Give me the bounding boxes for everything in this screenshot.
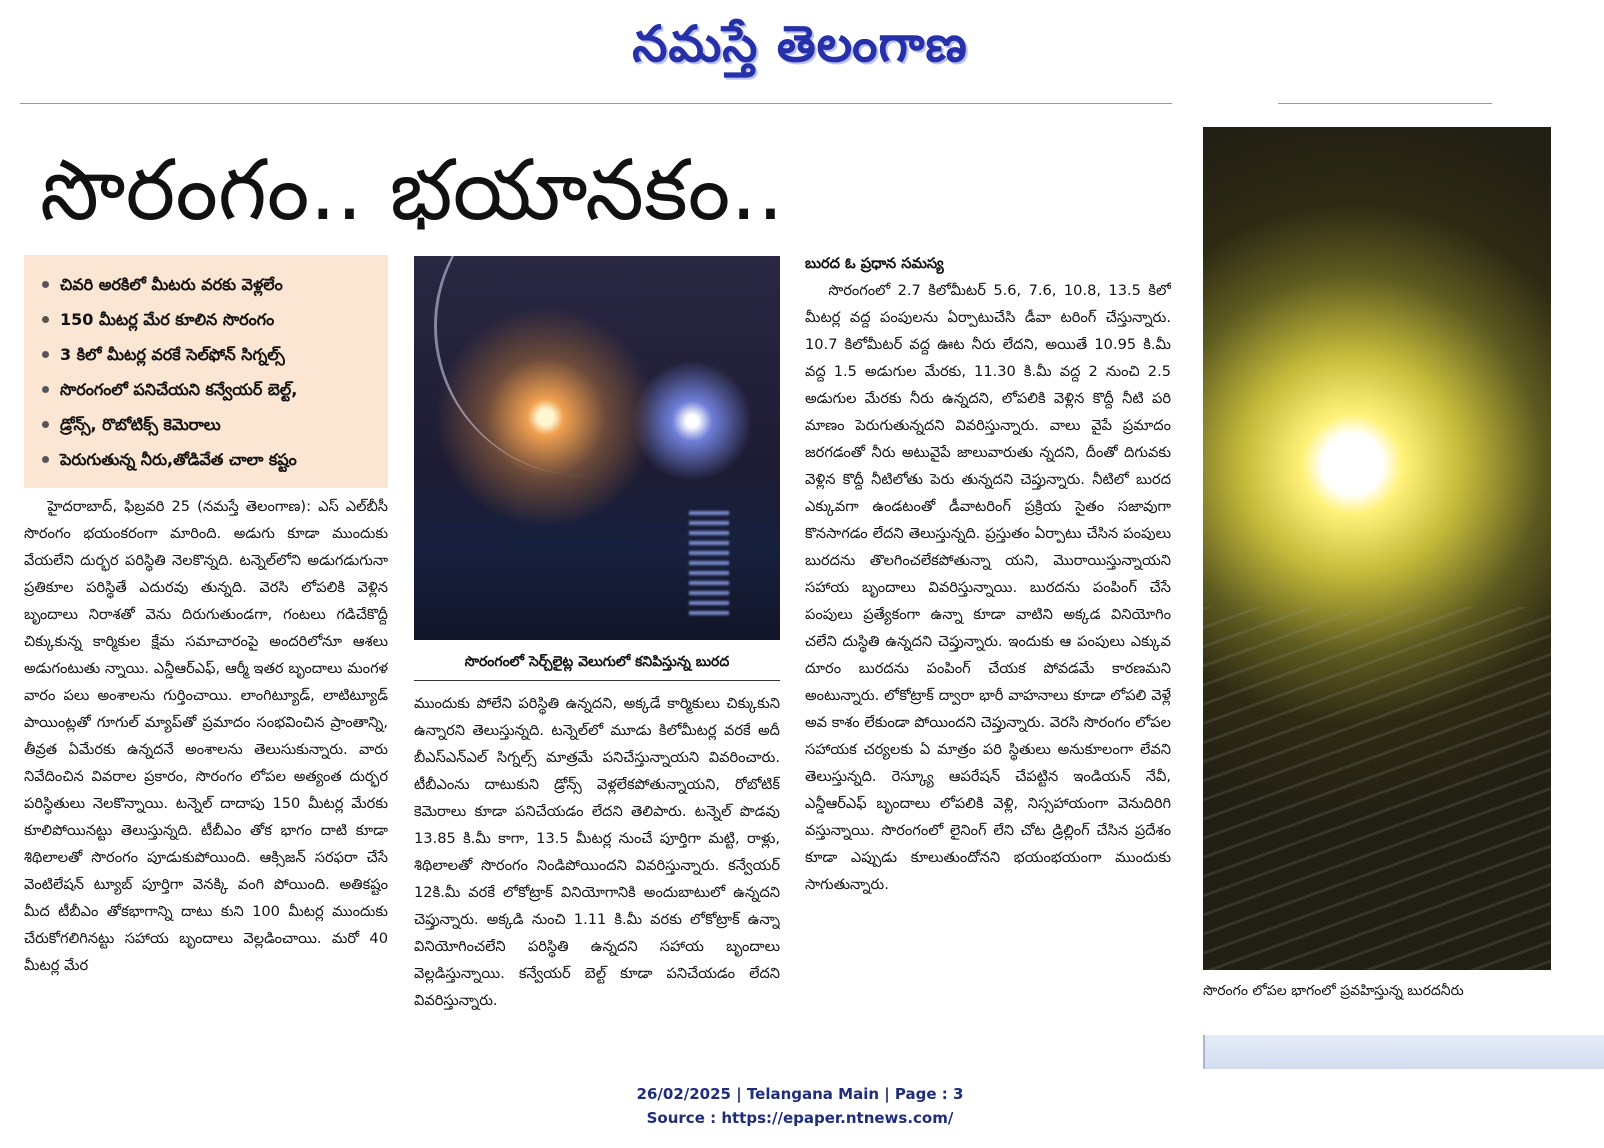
footer-source-line: Source : https://epaper.ntnews.com/ [646, 1109, 954, 1127]
photo-2-caption: సొరంగం లోపల భాగంలో ప్రవహిస్తున్న బురదనీరు [1203, 983, 1464, 999]
column-2-text: ముందుకు పోలేని పరిస్థితి ఉన్నదని, అక్కడే కార్మికులు చిక్కుకుని ఉన్నారని తెలుస్తున్నది. టన్నెల్‌లో మూడు కిలోమీటర్ల వరకే అదీ బీఎస్‌ఎన్‌ఎల్ సిగ్నల్స్ మాత్రమే పనిచేస్తున్నాయని వివరించారు. టీబీఎంను దాటుకుని డ్రోన్స్ వెళ్లలేకపోతున్నాయని, రోబోటిక్ కెమెరాలు కూడా పనిచేయడం లేదని తెలిపారు. టన్నెల్ పొడవు 13.85 కి.మీ కాగా, 13.5 మీటర్ల నుంచే పూర్తిగా మట్టి, రాళ్లు, శిథిలాలతో సొరంగం నిండిపోయిందని వివరిస్తున్నారు. కన్వేయర్ 12కి.మీ వరకే లోకోట్రాక్ వినియోగానికి అందుబాటులో ఉన్నదని చెప్తున్నారు. అక్కడి నుంచి 1.11 కి.మీ వరకు లోకోట్రాక్ ఉన్నా వినియోగించలేని పరిస్థితి ఉన్నదని సహాయ బృందాలు వెల్లడిస్తున్నాయి. కన్వేయర్ బెల్ట్ కూడా పనిచేయడం లేదని వివరిస్తున్నారు. [414, 695, 780, 1009]
photo-arc-decoration [434, 256, 737, 476]
muddy-water-tunnel-photo [1203, 127, 1551, 970]
masthead-divider [20, 103, 1172, 104]
article-column-2 [414, 690, 780, 1048]
sidebar-divider [1278, 103, 1492, 104]
highlights-list [38, 267, 376, 477]
caption-divider [414, 680, 780, 681]
article-headline: సొరంగం.. భయానకం.. [40, 141, 784, 239]
highlight-item: పెరుగుతున్న నీరు,తోడివేత చాలా కష్టం [38, 442, 376, 477]
column-3-subhead: బురద ఓ ప్రధాన సమస్య [805, 255, 944, 272]
photo-water-reflection [689, 511, 729, 621]
column-1-text: హైదరాబాద్, ఫిబ్రవరి 25 (నమస్తే తెలంగాణ): ఎస్ ఎల్‌బీసీ సొరంగం భయంకరంగా మారింది. అడుగు కూడా ముందుకు వేయలేని దుర్భర పరిస్థితి నెలకొన్నది. టన్నెల్‌లోని అడుగడుగునా ప్రతికూల పరిస్థితే ఎదురవు తున్నది. వెరసి లోపలికి వెళ్లిన బృందాలు నిరాశతో వెను దిరుగుతుండగా, గంటలు గడిచేకొద్దీ చిక్కుకున్న కార్మికుల క్షేమ సమాచారంపై అందరిలోనూ ఆశలు అడుగంటుతు న్నాయి. ఎన్డీఆర్‌ఎఫ్, ఆర్మీ ఇతర బృందాలు మంగళ వారం పలు అంశాలను గుర్తించాయి. లాంగిట్యూడ్, లాటిట్యూడ్ పాయింట్లతో గూగుల్ మ్యాప్‌తో ప్రమాదం సంభవించిన ప్రాంతాన్ని, తీవ్రత ఏమేరకు ఉన్నదనే అంశాలను తెలుసుకున్నారు. వారు నివేదించిన వివరాల ప్రకారం, సొరంగం లోపల అత్యంత దుర్భర పరిస్థితులు నెలకొన్నాయి. టన్నెల్ దాదాపు 150 మీటర్ల మేరకు కూలిపోయినట్టు తెలుస్తున్నది. టీబీఎం తోక భాగం దాటి కూడా శిథిలాలతో సొరంగం పూడుకుపోయింది. ఆక్సిజన్ సరఫరా చేసే వెంటిలేషన్ ట్యూబ్ పూర్తిగా వెనక్కి వంగి పోయింది. అతికష్టం మీద టీబీఎం తోకభాగాన్ని దాటు కుని 100 మీటర్ల ముందుకు చేరుకోగలిగినట్టు సహాయ బృందాలు వెల్లడించాయి. మరో 40 మీటర్ల మేర [24, 498, 388, 974]
article-column-1 [24, 493, 388, 1048]
highlight-item: 3 కిలో మీటర్ల వరకే సెల్‌ఫోన్ సిగ్నల్స్ [38, 337, 376, 372]
highlight-item: 150 మీటర్ల మేర కూలిన సొరంగం [38, 302, 376, 337]
adjacent-article-edge [1203, 1035, 1604, 1069]
tunnel-searchlight-photo [414, 256, 780, 640]
highlight-item: చివరి అరకిలో మీటరు వరకు వెళ్లలేం [38, 267, 376, 302]
column-3-text: సొరంగంలో 2.7 కిలోమీటర్ 5.6, 7.6, 10.8, 13.5 కిలో మీటర్ల వద్ద పంపులను ఏర్పాటుచేసి డీవా టరింగ్ చేస్తున్నారు. 10.7 కిలోమీటర్ వద్ద ఊట నీరు లేదని, అయితే 10.95 కి.మీ వద్ద 1.5 అడుగుల మేరకు, 11.30 కి.మీ వద్ద 2 నుంచి 2.5 అడుగుల మేరకు నీరు ఉన్నదని, లోపలికి వెళ్లిన కొద్దీ నీటి పరి మాణం పెరుగుతున్నదని వివరిస్తున్నారు. వాలు వైపే ప్రమాదం జరగడంతో నీరు అటువైపే జాలువారుతు న్నదని, దీంతో దిగువకు వెళ్లిన కొద్దీ నీటిలోతు పెరు తున్నదని చెప్తున్నారు. నీటిలో బురద ఎక్కువగా ఉండటంతో డీవాటరింగ్ ప్రక్రియ సైతం సజావుగా కొనసాగడం లేదని తెలుస్తున్నది. ప్రస్తుతం ఏర్పాటు చేసిన పంపులు బురదను తొలగించలేకపోతున్నా యని, మొరాయిస్తున్నాయని సహాయ బృందాలు వివరిస్తున్నాయి. బురదను పంపింగ్ చేసే పంపులు ప్రత్యేకంగా ఉన్నా కూడా వాటిని అక్కడ వినియోగిం చలేని దుస్థితి ఉన్నదని చెప్తున్నారు. ఇందుకు ఆ పంపులు ఎక్కువ దూరం బురదను పంపింగ్ చేయక పోవడమే కారణమని అంటున్నారు. లోకోట్రాక్ ద్వారా భారీ వాహనాలు కూడా లోపలి వెళ్లే అవ కాశం లేకుండా పోయిందని చెప్తున్నారు. వెరసి సొరంగం లోపల సహాయక చర్యలకు ఏ మాత్రం పరి స్థితులు అనుకూలంగా లేవని తెలుస్తున్నది. రెస్క్యూ ఆపరేషన్ చేపట్టిన ఇండియన్ నేవీ, ఎన్డీఆర్‌ఎఫ్ బృందాలు లోపలికి వెళ్లి, నిస్సహాయంగా వెనుదిరిగి వస్తున్నాయి. సొరంగంలో లైనింగ్ లేని చోట డ్రిల్లింగ్ చేసిన ప్రదేశం కూడా ఎప్పుడు కూలుతుందోనని భయంభయంగా ముందుకు సాగుతున్నారు. [805, 282, 1171, 893]
newspaper-masthead: నమస్తే తెలంగాణ [632, 14, 968, 73]
footer-date-line: 26/02/2025 | Telangana Main | Page : 3 [636, 1085, 964, 1103]
photo-1-caption: సొరంగంలో సెర్చ్‌లైట్ల వెలుగులో కనిపిస్తున్న బురద [464, 654, 730, 670]
highlights-box [24, 255, 388, 488]
highlight-item: డ్రోన్స్, రొబోటిక్స్ కెమెరాలు [38, 407, 376, 442]
highlight-item: సొరంగంలో పనిచేయని కన్వేయర్ బెల్ట్, [38, 372, 376, 407]
article-column-3 [805, 250, 1171, 1048]
photo-mud-streaks [1203, 607, 1551, 970]
